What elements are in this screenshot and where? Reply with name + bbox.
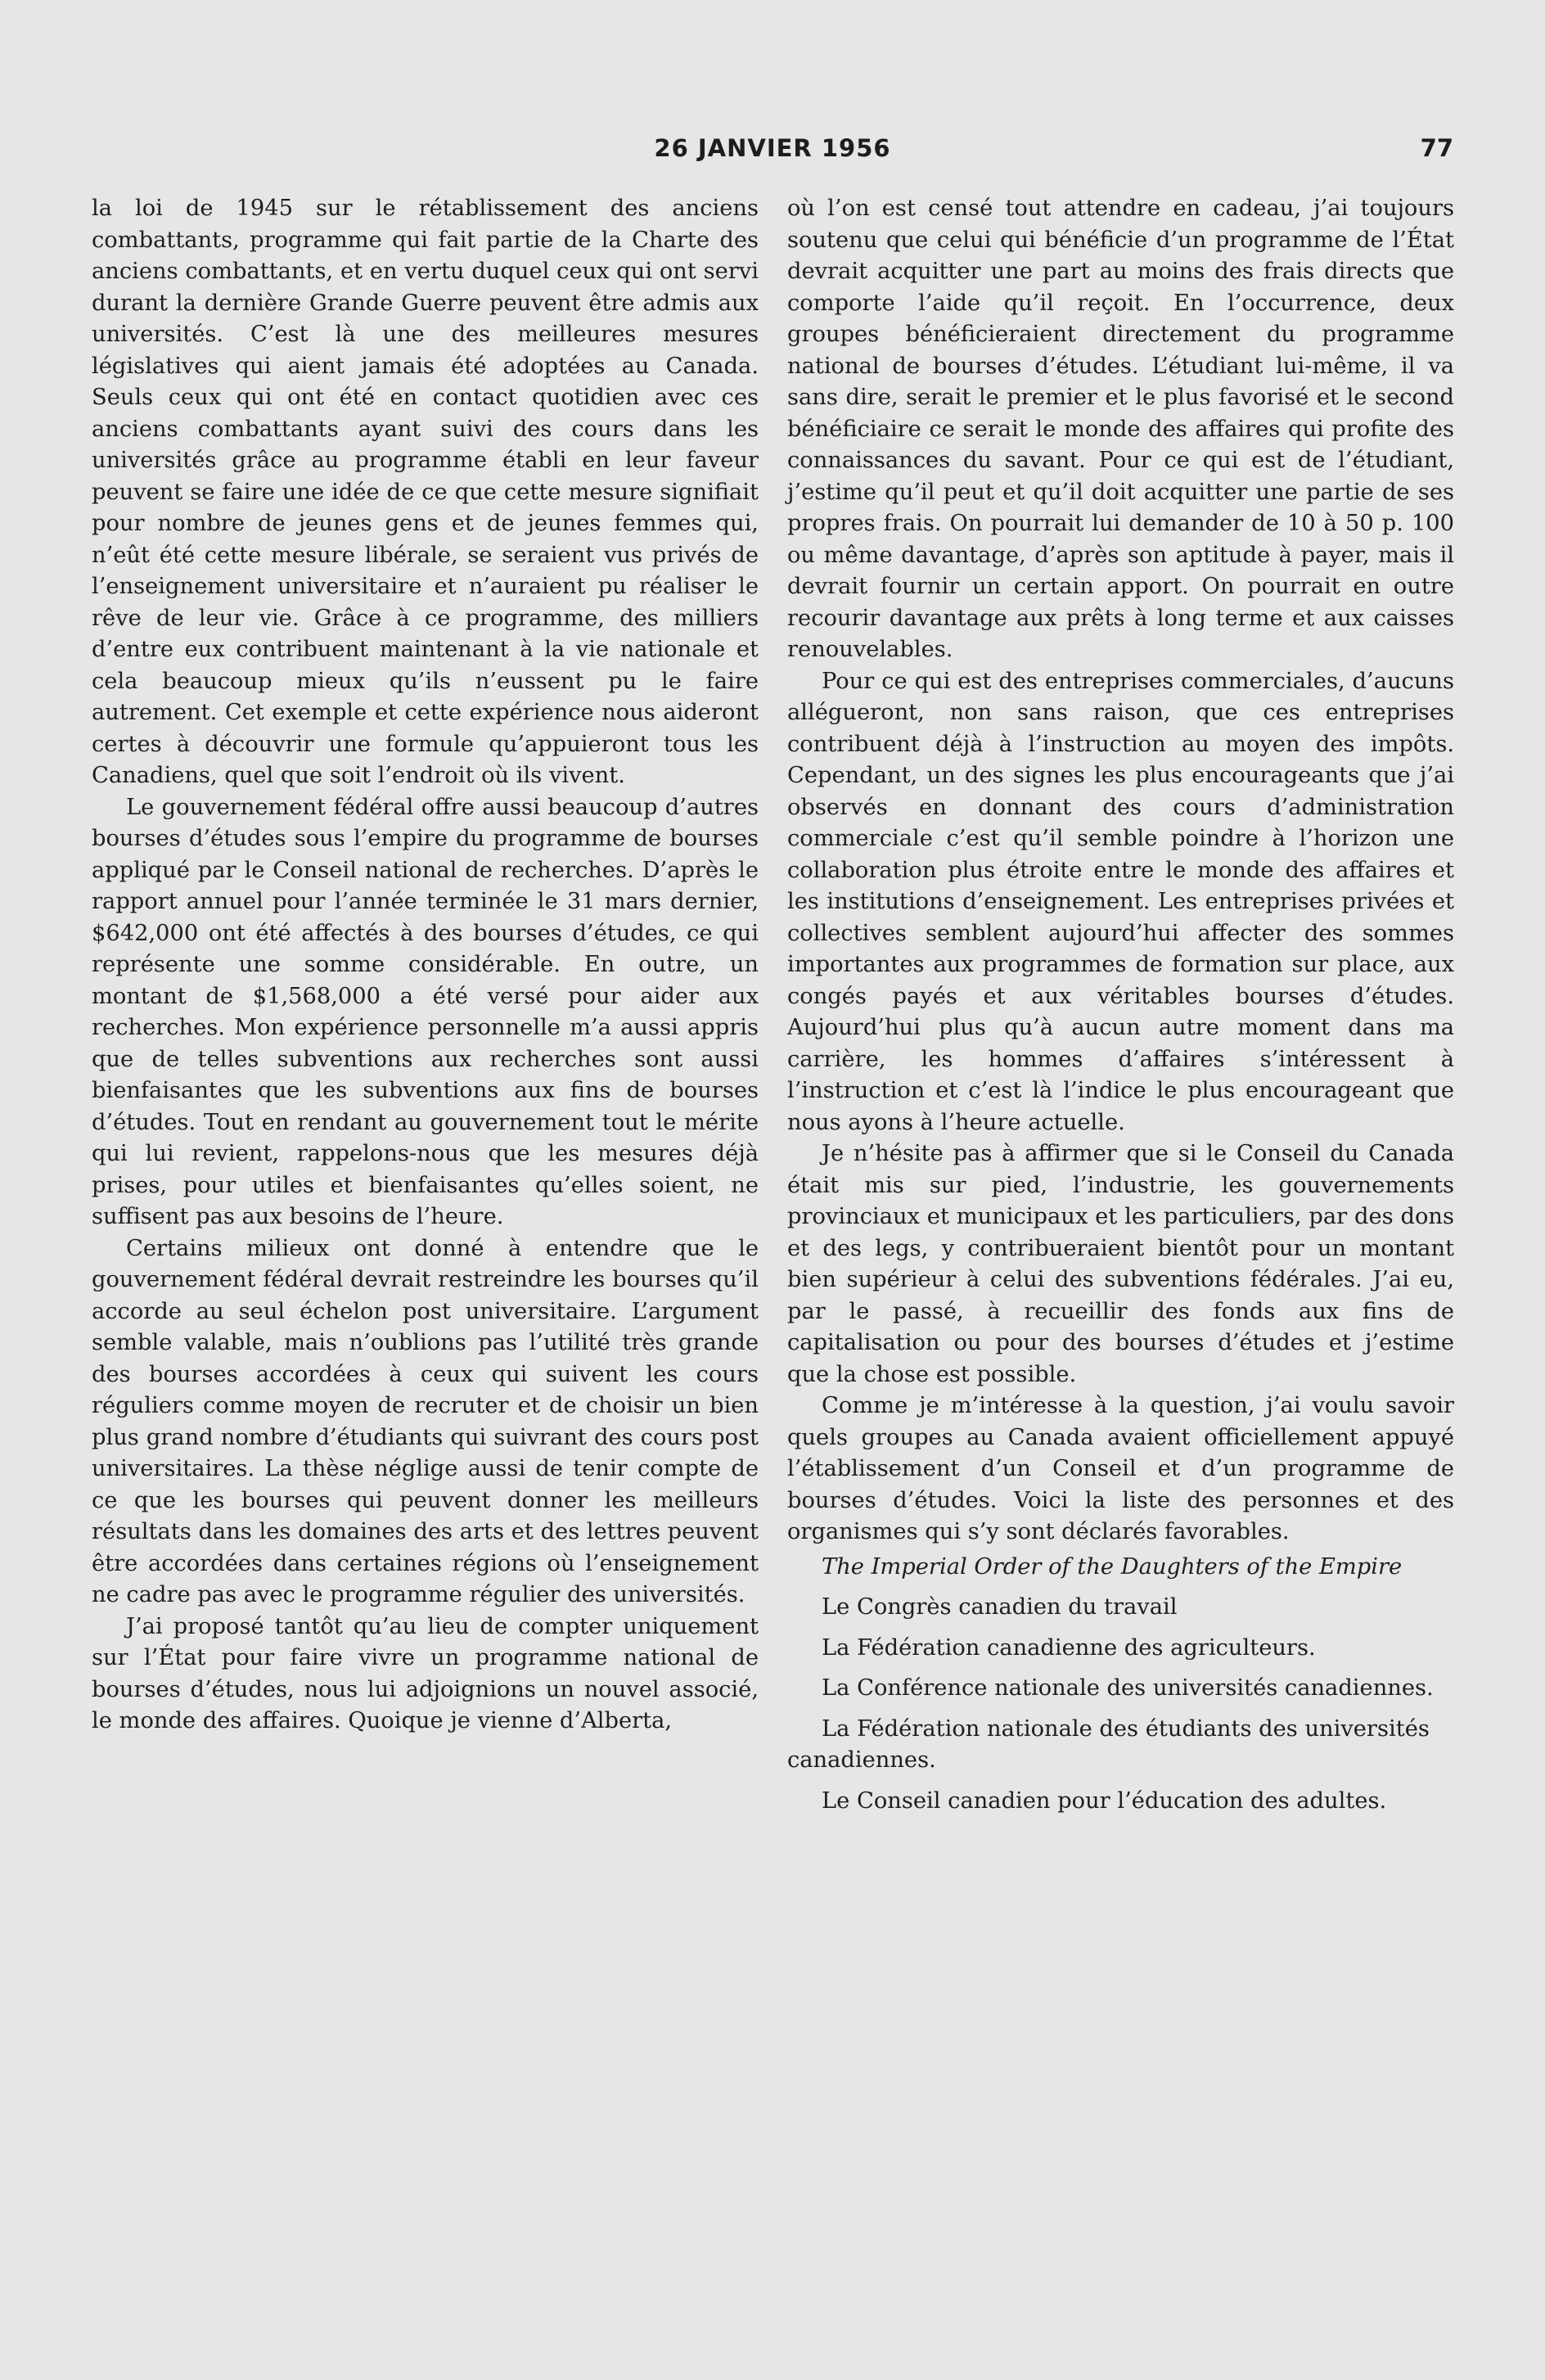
paragraph: Certains milieux ont donné à entendre que le gouvernement fédéral devrait restreindre les bourses qu’il accorde au seul échelon post universitaire. L’argument semble valable, mais n’oublions pas l’utilité très grande des bourses accordées à ceux qui suivent les cours réguliers comme moyen de recruter et de choisir un bien plus grand nombre d’étudiants qui suivrant des cours post universitaires. La thèse néglige aussi de tenir compte de ce que les bourses qui peuvent donner les meilleurs résultats dans les domaines des arts et des lettres peuvent être accordées dans certaines régions où l’enseignement ne cadre pas avec le programme régulier des universités. (92, 1235, 759, 1607)
page-number: 77 (1420, 134, 1453, 162)
right-column (787, 193, 1454, 1817)
organization-item: The Imperial Order of the Daughters of the Empire (822, 1553, 1403, 1580)
paragraph: Je n’hésite pas à affirmer que si le Conseil du Canada était mis sur pied, l’industrie, les gouvernements provinciaux et municipaux et les particuliers, par des dons et des legs, y contribueraient bientôt pour un montant bien supérieur à celui des subventions fédérales. J’ai eu, par le passé, à recueillir des fonds aux fins de capitalisation ou pour des bourses d’études et j’estime que la chose est possible. (787, 1141, 1454, 1387)
organization-item: La Fédération canadienne des agriculteurs. (822, 1634, 1316, 1661)
organization-item: La Conférence nationale des universités canadiennes. (822, 1675, 1434, 1701)
paragraph: Pour ce qui est des entreprises commerciales, d’aucuns allégueront, non sans raison, que ces entreprises contribuent déjà à l’instruction au moyen des impôts. Cependant, un des signes les plus encourageants que j’ai observés en donnant des cours d’administration commerciale c’est qu’il semble poindre à l’horizon une collaboration plus étroite entre le monde des affaires et les institutions d’enseignement. Les entreprises privées et collectives semblent aujourd’hui affecter des sommes importantes aux programmes de formation sur place, aux congés payés et aux véritables bourses d’études. Aujourd’hui plus qu’à aucun autre moment dans ma carrière, les hommes d’affaires s’intéressent à l’instruction et c’est là l’indice le plus encourageant que nous ayons à l’heure actuelle. (787, 668, 1454, 1135)
organization-item: La Fédération nationale des étudiants des universités canadiennes. (787, 1715, 1430, 1773)
paragraph: Comme je m’intéresse à la question, j’ai voulu savoir quels groupes au Canada avaient officiellement appuyé l’établissement d’un Conseil et d’un programme de bourses d’études. Voici la liste des personnes et des organismes qui s’y sont déclarés favorables. (787, 1393, 1454, 1544)
page-header (92, 134, 1453, 175)
left-column (92, 193, 759, 1738)
paragraph: la loi de 1945 sur le rétablissement des anciens combattants, programme qui fait partie de la Charte des anciens combattants, et en vertu duquel ceux qui ont servi durant la dernière Grande Guerre peuvent être admis aux universités. C’est là une des meilleures mesures législatives qui aient jamais été adoptées au Canada. Seuls ceux qui ont été en contact quotidien avec ces anciens combattants ayant suivi des cours dans les universités grâce au programme établi en leur faveur peuvent se faire une idée de ce que cette mesure signifiait pour nombre de jeunes gens et de jeunes femmes qui, n’eût été cette mesure libérale, se seraient vus privés de l’enseignement universitaire et n’auraient pu réaliser le rêve de leur vie. Grâce à ce programme, des milliers d’entre eux contribuent maintenant à la vie nationale et cela beaucoup mieux qu’ils n’eussent pu le faire autrement. Cet exemple et cette expérience nous aideront certes à découvrir une formule qu’appuieront tous les Canadiens, quel que soit l’endroit où ils vivent. (92, 196, 759, 788)
page-title: 26 JANVIER 1956 (654, 134, 891, 162)
organization-item: Le Congrès canadien du travail (822, 1594, 1178, 1620)
organization-item: Le Conseil canadien pour l’éducation des adultes. (822, 1787, 1387, 1814)
paragraph: Le gouvernement fédéral offre aussi beaucoup d’autres bourses d’études sous l’empire du programme de bourses appliqué par le Conseil national de recherches. D’après le rapport annuel pour l’année terminée le 31 mars dernier, $642,000 ont été affectés à des bourses d’études, ce qui représente une somme considérable. En outre, un montant de $1,568,000 a été versé pour aider aux recherches. Mon expérience personnelle m’a aussi appris que de telles subventions aux recherches sont aussi bienfaisantes que les subventions aux fins de bourses d’études. Tout en rendant au gouvernement tout le mérite qui lui revient, rappelons-nous que les mesures déjà prises, pour utiles et bienfaisantes qu’elles soient, ne suffisent pas aux besoins de l’heure. (92, 794, 759, 1229)
paragraph: où l’on est censé tout attendre en cadeau, j’ai toujours soutenu que celui qui bénéficie d’un programme de l’État devrait acquitter une part au moins des frais directs que comporte l’aide qu’il reçoit. En l’occurrence, deux groupes bénéficieraient directement du programme national de bourses d’études. L’étudiant lui-même, il va sans dire, serait le premier et le plus favorisé et le second bénéficiaire ce serait le monde des affaires qui profite des connaissances du savant. Pour ce qui est de l’étudiant, j’estime qu’il peut et qu’il doit acquitter une partie de ses propres frais. On pourrait lui demander de 10 à 50 p. 100 ou même davantage, d’après son aptitude à payer, mais il devrait fournir un certain apport. On pourrait en outre recourir davantage aux prêts à long terme et aux caisses renouvelables. (787, 196, 1454, 662)
paragraph: J’ai proposé tantôt qu’au lieu de compter uniquement sur l’État pour faire vivre un programme national de bourses d’études, nous lui adjoignions un nouvel associé, le monde des affaires. Quoique je vienne d’Alberta, (92, 1613, 759, 1733)
